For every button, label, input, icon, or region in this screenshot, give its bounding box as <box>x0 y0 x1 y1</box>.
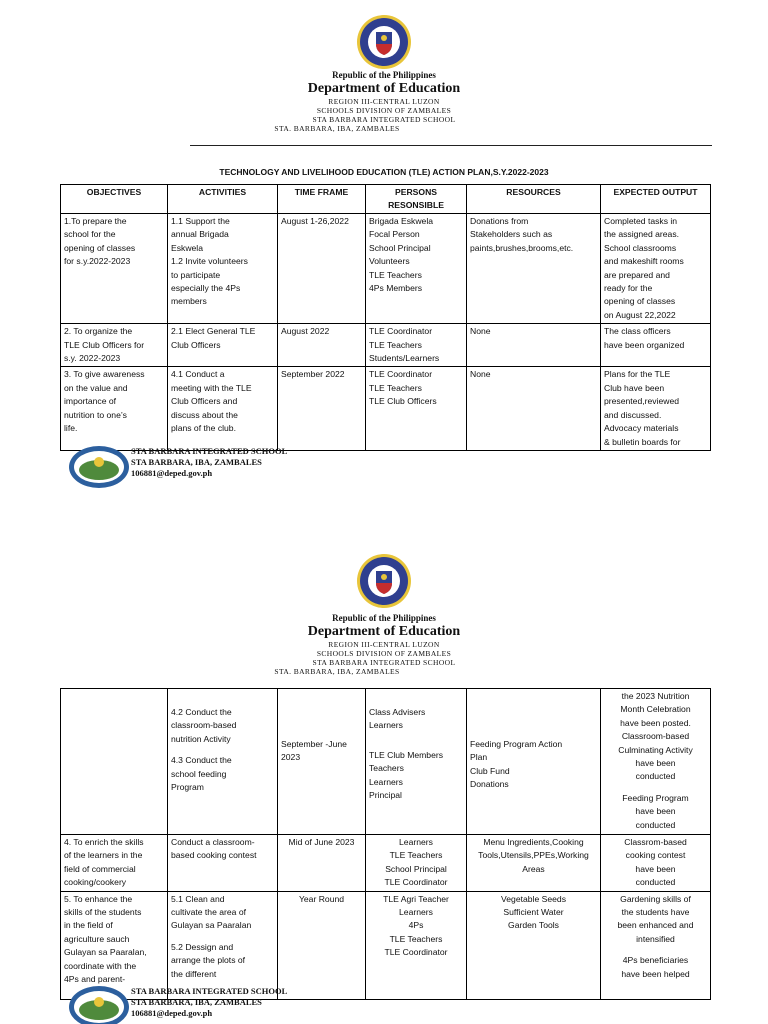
column-header: OBJECTIVES <box>61 185 168 214</box>
cell-line: school for the <box>64 229 116 240</box>
deped-seal-icon <box>356 14 412 70</box>
cell-output <box>601 689 711 835</box>
cell-line: 4Ps and parent- <box>64 974 126 985</box>
cell-line: 5.1 Clean and <box>171 893 225 904</box>
cell-line <box>470 730 597 738</box>
cell-time <box>278 324 366 367</box>
cell-line <box>281 706 362 714</box>
school-line: STA BARBARA INTEGRATED SCHOOL <box>312 115 456 124</box>
school-logo-icon <box>68 445 130 489</box>
cell-line: the 2023 Nutrition <box>621 691 690 701</box>
cell-line <box>369 690 463 698</box>
cell-line: TLE Coordinator <box>384 947 448 958</box>
cell-line: Month Celebration <box>620 704 691 715</box>
cell-line: Learners <box>399 837 433 847</box>
cell-line: School Principal <box>369 242 431 253</box>
table-row <box>61 214 711 324</box>
column-header: PERSONS RESONSIBLE <box>366 185 467 214</box>
school-line: STA BARBARA INTEGRATED SCHOOL <box>312 658 456 667</box>
cell-line: been enhanced and <box>617 920 694 931</box>
cell-line: 4Ps beneficiaries <box>622 955 689 966</box>
cell-line <box>470 714 597 722</box>
cell-line: September -June <box>281 739 347 749</box>
cell-line: discuss about the <box>171 409 238 420</box>
cell-line: s.y. 2022-2023 <box>64 353 121 364</box>
cell-line: 2.1 Elect General TLE <box>171 326 256 337</box>
cell-line: None <box>470 326 491 337</box>
cell-line: of the learners in the <box>64 850 143 861</box>
cell-line: 1.2 Invite volunteers <box>171 256 248 267</box>
cell-line: agriculture sauch <box>64 933 130 944</box>
cell-line: have been posted. <box>620 717 691 728</box>
cell-activities <box>168 835 278 892</box>
cell-line: Focal Person <box>369 229 420 240</box>
cell-persons <box>366 324 467 367</box>
footer-email: 106881@deped.gov.ph <box>131 1008 213 1018</box>
footer-address: STA BARBARA, IBA, ZAMBALES <box>131 997 262 1007</box>
cell-output <box>601 367 711 450</box>
republic-line: Republic of the Philippines <box>332 70 436 80</box>
column-header: TIME FRAME <box>278 185 366 214</box>
cell-line: conducted <box>635 877 676 888</box>
cell-line: 4. To enrich the skills <box>64 837 144 847</box>
cell-line <box>171 690 274 698</box>
cell-objective <box>61 367 168 450</box>
cell-line: to participate <box>171 269 221 280</box>
cell-objective <box>61 835 168 892</box>
column-header: ACTIVITIES <box>168 185 278 214</box>
cell-time <box>278 367 366 450</box>
cell-line: intensified <box>636 933 675 944</box>
cell-line: plans of the club. <box>171 423 236 434</box>
cell-line: Plans for the TLE <box>604 369 671 380</box>
cell-activities <box>168 367 278 450</box>
cell-objective <box>61 324 168 367</box>
cell-line: & bulletin boards for <box>604 436 681 447</box>
cell-line: Club Fund <box>470 765 510 776</box>
footer-email: 106881@deped.gov.ph <box>131 468 213 478</box>
plan-title: TECHNOLOGY AND LIVELIHOOD EDUCATION (TLE) ACTION PLAN,S.Y.2022-2023 <box>219 167 549 177</box>
table-row <box>61 835 711 892</box>
cell-line: for s.y.2022-2023 <box>64 256 131 267</box>
cell-line: Feeding Program Action <box>470 739 563 749</box>
cell-line: classroom-based <box>171 720 237 731</box>
cell-line: Principal <box>369 790 402 801</box>
cell-line: Volunteers <box>369 256 410 267</box>
cell-resources <box>467 324 601 367</box>
cell-line: 4Ps Members <box>369 283 423 294</box>
cell-line: ready for the <box>604 283 653 294</box>
cell-line: the assigned areas. <box>604 229 680 240</box>
cell-line: September 2022 <box>281 369 345 380</box>
cell-line: coordinate with the <box>64 960 137 971</box>
cell-line: life. <box>64 423 78 434</box>
cell-line <box>171 698 274 706</box>
republic-line: Republic of the Philippines <box>332 613 436 623</box>
cell-line <box>604 946 707 954</box>
cell-line: 2023 <box>281 752 301 763</box>
cell-line: and discussed. <box>604 409 662 420</box>
table-row <box>61 689 711 835</box>
cell-line: are prepared and <box>604 269 670 280</box>
cell-line: Tools,Utensils,PPEs,Working <box>478 850 589 861</box>
school-footer <box>68 443 368 493</box>
page-1 <box>0 0 768 505</box>
cell-line: Donations <box>470 779 509 790</box>
cell-output <box>601 324 711 367</box>
cell-objective <box>61 689 168 835</box>
cell-line: opening of classes <box>64 242 136 253</box>
cell-objective <box>61 214 168 324</box>
cell-resources <box>467 214 601 324</box>
cell-line: TLE Club Officers <box>369 396 437 407</box>
cell-line: have been organized <box>604 339 685 350</box>
cell-line: Donations from <box>470 216 529 226</box>
page-2 <box>0 505 768 1024</box>
department-name: Department of Education <box>307 624 461 639</box>
cell-line: 4.3 Conduct the <box>171 755 232 766</box>
cell-line: Advocacy materials <box>604 423 679 434</box>
cell-line: have been <box>635 758 676 769</box>
table-header-row <box>61 185 711 214</box>
cell-line: Garden Tools <box>508 920 559 931</box>
header-divider <box>190 145 712 146</box>
cell-line: have been helped <box>621 968 690 979</box>
cell-line: The class officers <box>604 326 671 337</box>
footer-school: STA BARBARA INTEGRATED SCHOOL <box>131 986 288 996</box>
cell-line: TLE Club Officers for <box>64 339 145 350</box>
address-line: STA. BARBARA, IBA, ZAMBALES <box>274 124 400 133</box>
cell-line: and makeshift rooms <box>604 256 684 267</box>
cell-line: especially the 4Ps <box>171 283 241 294</box>
cell-line: Conduct a classroom- <box>171 837 255 847</box>
cell-line <box>470 706 597 714</box>
cell-line: have been <box>635 863 676 874</box>
cell-resources <box>467 835 601 892</box>
cell-line: Program <box>171 782 204 793</box>
cell-line: 5.2 Dessign and <box>171 941 234 952</box>
cell-line: in the field of <box>64 920 113 931</box>
cell-line: on August 22,2022 <box>604 309 676 320</box>
cell-line: cooking/cookery <box>64 877 127 888</box>
department-name: Department of Education <box>307 81 461 96</box>
cell-line: school feeding <box>171 768 227 779</box>
cell-persons <box>366 367 467 450</box>
cell-persons <box>366 689 467 835</box>
cell-line: meeting with the TLE <box>171 382 252 393</box>
cell-line: Mid of June 2023 <box>288 837 355 847</box>
footer-school: STA BARBARA INTEGRATED SCHOOL <box>131 446 288 456</box>
cell-line: nutrition to one’s <box>64 409 127 420</box>
cell-line: Learners <box>369 776 403 787</box>
cell-line: August 1-26,2022 <box>281 216 349 226</box>
cell-line: Club Officers and <box>171 396 238 407</box>
cell-line: conducted <box>635 819 676 830</box>
cell-line: the students have <box>621 907 690 918</box>
cell-line: Feeding Program <box>622 792 689 803</box>
cell-line: skills of the students <box>64 907 142 918</box>
school-logo-icon <box>68 985 130 1024</box>
cell-line: cooking contest <box>625 850 686 861</box>
cell-line: 4Ps <box>408 920 424 931</box>
cell-line: Teachers <box>369 763 404 774</box>
cell-line: School classrooms <box>604 242 677 253</box>
cell-persons <box>366 891 467 999</box>
cell-line: 4.1 Conduct a <box>171 369 225 380</box>
cell-line: 4.2 Conduct the <box>171 707 232 717</box>
cell-line: Vegetable Seeds <box>501 893 566 904</box>
cell-line: opening of classes <box>604 296 676 307</box>
cell-line <box>369 741 463 749</box>
division-line: SCHOOLS DIVISION OF ZAMBALES <box>316 106 452 115</box>
cell-line: TLE Coordinator <box>384 877 448 888</box>
cell-line: TLE Coordinator <box>369 326 433 337</box>
cell-line: Year Round <box>298 893 345 904</box>
cell-line: August 2022 <box>281 326 330 337</box>
cell-line <box>369 733 463 741</box>
cell-line: nutrition Activity <box>171 733 231 744</box>
cell-line <box>281 690 362 698</box>
cell-line: Culminating Activity <box>618 744 693 755</box>
cell-line: Learners <box>399 907 433 918</box>
cell-line: Sufficient Water <box>503 907 564 918</box>
cell-line: the different <box>171 968 217 979</box>
cell-persons <box>366 835 467 892</box>
cell-line: Gulayan sa Paaralan <box>171 920 252 931</box>
cell-line: Completed tasks in <box>604 216 678 226</box>
cell-line: members <box>171 296 207 307</box>
cell-line: 3. To give awareness <box>64 369 145 380</box>
cell-line <box>281 722 362 730</box>
cell-output <box>601 835 711 892</box>
cell-activities <box>168 689 278 835</box>
region-line: REGION III-CENTRAL LUZON <box>328 97 440 106</box>
table-row <box>61 367 711 450</box>
cell-line: annual Brigada <box>171 229 229 240</box>
division-line: SCHOOLS DIVISION OF ZAMBALES <box>316 649 452 658</box>
cell-line: TLE Club Members <box>369 749 444 760</box>
cell-resources <box>467 689 601 835</box>
cell-line: TLE Teachers <box>389 933 443 944</box>
cell-line: Students/Learners <box>369 353 440 364</box>
cell-output <box>601 891 711 999</box>
cell-line: None <box>470 369 491 380</box>
cell-line: Class Advisers <box>369 707 426 717</box>
column-header: EXPECTED OUTPUT <box>601 185 711 214</box>
cell-line: 1.To prepare the <box>64 216 127 226</box>
cell-line <box>171 933 274 941</box>
cell-line: arrange the plots of <box>171 955 246 966</box>
cell-line: Learners <box>369 720 403 731</box>
cell-line: Menu Ingredients,Cooking <box>483 837 584 847</box>
address-line: STA. BARBARA, IBA, ZAMBALES <box>274 667 400 676</box>
cell-line: TLE Teachers <box>369 382 422 393</box>
cell-line: paints,brushes,brooms,etc. <box>470 242 574 253</box>
cell-line: Club Officers <box>171 339 221 350</box>
cell-line: Gulayan sa Paaralan, <box>64 947 147 958</box>
cell-line <box>470 690 597 698</box>
cell-line <box>281 714 362 722</box>
cell-output <box>601 214 711 324</box>
cell-line: on the value and <box>64 382 128 393</box>
cell-line: cultivate the area of <box>171 907 247 918</box>
cell-persons <box>366 214 467 324</box>
cell-line <box>281 730 362 738</box>
cell-line: Classrom-based <box>624 837 687 847</box>
cell-line: 5. To enhance the <box>64 893 133 904</box>
cell-activities <box>168 214 278 324</box>
cell-resources <box>467 891 601 999</box>
cell-line: have been <box>635 806 676 817</box>
cell-line: Club have been <box>604 382 665 393</box>
cell-line: Classroom-based <box>621 731 690 742</box>
cell-line: TLE Coordinator <box>369 369 433 380</box>
cell-line: based cooking contest <box>171 850 257 861</box>
cell-line <box>171 746 274 754</box>
column-header: RESOURCES <box>467 185 601 214</box>
action-plan-table <box>60 184 711 451</box>
cell-line: TLE Teachers <box>369 339 422 350</box>
cell-line: Gardening skills of <box>620 893 691 904</box>
cell-line: importance of <box>64 396 117 407</box>
cell-line: 2. To organize the <box>64 326 133 337</box>
letterhead <box>0 70 768 133</box>
table-row <box>61 324 711 367</box>
cell-line: Brigada Eskwela <box>369 216 434 226</box>
cell-line <box>281 698 362 706</box>
cell-line: presented,reviewed <box>604 396 680 407</box>
cell-line: Plan <box>470 752 488 763</box>
cell-line: Eskwela <box>171 242 203 253</box>
cell-line: TLE Teachers <box>389 850 443 861</box>
cell-time <box>278 835 366 892</box>
cell-line: Stakeholders such as <box>470 229 553 240</box>
cell-line: 1.1 Support the <box>171 216 230 226</box>
cell-resources <box>467 367 601 450</box>
cell-time <box>278 689 366 835</box>
cell-line <box>470 722 597 730</box>
cell-line <box>369 698 463 706</box>
cell-line: conducted <box>635 771 676 782</box>
footer-address: STA BARBARA, IBA, ZAMBALES <box>131 457 262 467</box>
cell-line: Areas <box>522 863 545 874</box>
region-line: REGION III-CENTRAL LUZON <box>328 640 440 649</box>
cell-activities <box>168 324 278 367</box>
cell-line: TLE Agri Teacher <box>383 893 449 904</box>
action-plan-table-continued <box>60 688 711 1000</box>
cell-line: field of commercial <box>64 863 136 874</box>
letterhead <box>0 613 768 676</box>
deped-seal-icon <box>356 553 412 609</box>
cell-line: School Principal <box>385 863 447 874</box>
cell-line <box>604 784 707 792</box>
cell-line <box>470 698 597 706</box>
cell-line: TLE Teachers <box>369 269 422 280</box>
cell-time <box>278 214 366 324</box>
school-footer <box>68 983 368 1024</box>
